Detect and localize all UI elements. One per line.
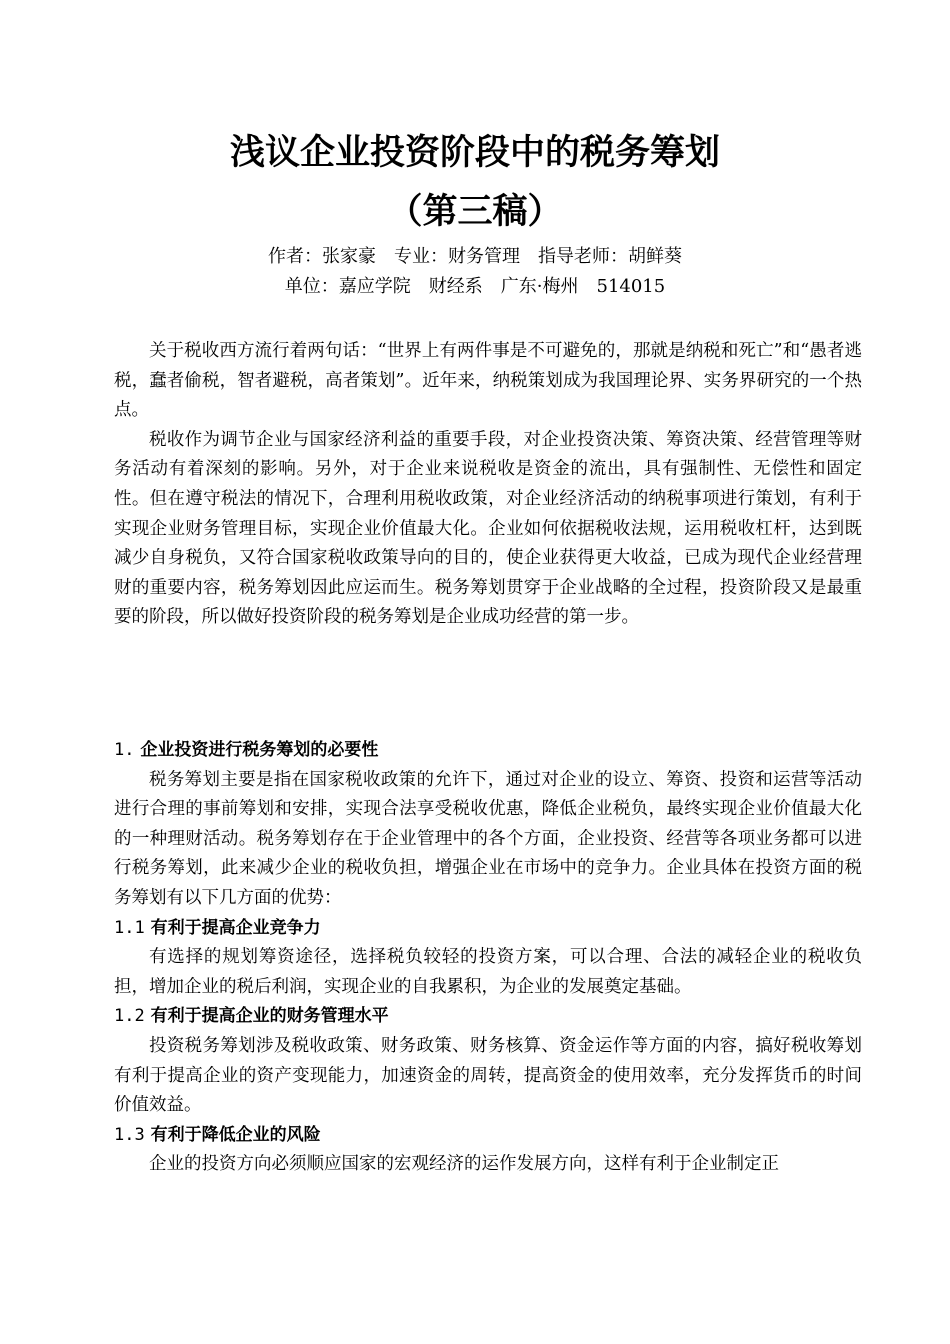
document-subtitle: （第三稿） — [387, 192, 563, 232]
unit-line: 单位：嘉应学院 财经系 广东·梅州 514015 — [284, 276, 666, 297]
subsection-paragraph-1-1: 有选择的规划筹资途径，选择税负较轻的投资方案，可以合理、合法的减轻企业的税收负担，增加企业的税后利润，实现企业的自我累积，为企业的发展奠定基础。 — [114, 947, 862, 997]
subsection-title: 有利于提高企业竞争力 — [150, 917, 321, 938]
document-title: 浅议企业投资阶段中的税务筹划 — [229, 133, 720, 173]
section-number: 1. — [114, 740, 135, 760]
subsection-number: 1.1 — [114, 917, 145, 938]
subsection-paragraph-1-2: 投资税务筹划涉及税收政策、财务政策、财务核算、资金运作等方面的内容，搞好税收筹划有利于提高企业的资产变现能力，加速资金的周转，提高资金的使用效率，充分发挥货币的时间价值效益。 — [114, 1035, 862, 1116]
intro-paragraph-2: 税收作为调节企业与国家经济利益的重要手段，对企业投资决策、筹资决策、经营管理等财务活动有着深刻的影响。另外，对于企业来说税收是资金的流出，具有强制性、无偿性和固定性。但在遵守税法的情况下，合理利用税收政策，对企业经济活动的纳税事项进行策划，有利于实现企业财务管理目标，实现企业价值最大化。企业如何依据税收法规，运用税收杠杆，达到既减少自身税负，又符合国家税收政策导向的目的，使企业获得更大收益，已成为现代企业经营理财的重要内容，税务筹划因此应运而生。税务筹划贯穿于企业战略的全过程，投资阶段又是最重要的阶段，所以做好投资阶段的税务筹划是企业成功经营的第一步。 — [114, 429, 862, 628]
subsection-title: 有利于提高企业的财务管理水平 — [150, 1006, 389, 1027]
section-heading — [114, 736, 862, 766]
subsection-heading-1-1 — [114, 914, 862, 944]
intro-block — [114, 337, 862, 633]
subsection-paragraph-1-3: 企业的投资方向必须顺应国家的宏观经济的运作发展方向，这样有利于企业制定正 — [149, 1154, 779, 1175]
section-paragraph: 税务筹划主要是指在国家税收政策的允许下，通过对企业的设立、筹资、投资和运营等活动进行合理的事前筹划和安排，实现合法享受税收优惠，降低企业税负，最终实现企业价值最大化的一种理财活动。税务筹划存在于企业管理中的各个方面，企业投资、经营等各项业务都可以进行税务筹划，此来减少企业的税收负担，增强企业在市场中的竞争力。企业具体在投资方面的税务筹划有以下几方面的优势： — [114, 769, 862, 908]
section-1 — [114, 736, 862, 1180]
section-title: 企业投资进行税务筹划的必要性 — [140, 740, 379, 760]
subsection-number: 1.3 — [114, 1124, 145, 1145]
author-line: 作者：张家豪 专业：财务管理 指导老师：胡鲜葵 — [268, 246, 682, 267]
subsection-heading-1-3 — [114, 1121, 862, 1151]
subsection-number: 1.2 — [114, 1006, 145, 1027]
intro-paragraph-1: 关于税收西方流行着两句话：“世界上有两件事是不可避免的，那就是纳税和死亡”和“愚者逃税，蠢者偷税，智者避税，高者策划”。近年来，纳税策划成为我国理论界、实务界研究的一个热点。 — [114, 341, 862, 421]
subsection-title: 有利于降低企业的风险 — [150, 1124, 321, 1145]
subsection-heading-1-2 — [114, 1002, 862, 1032]
